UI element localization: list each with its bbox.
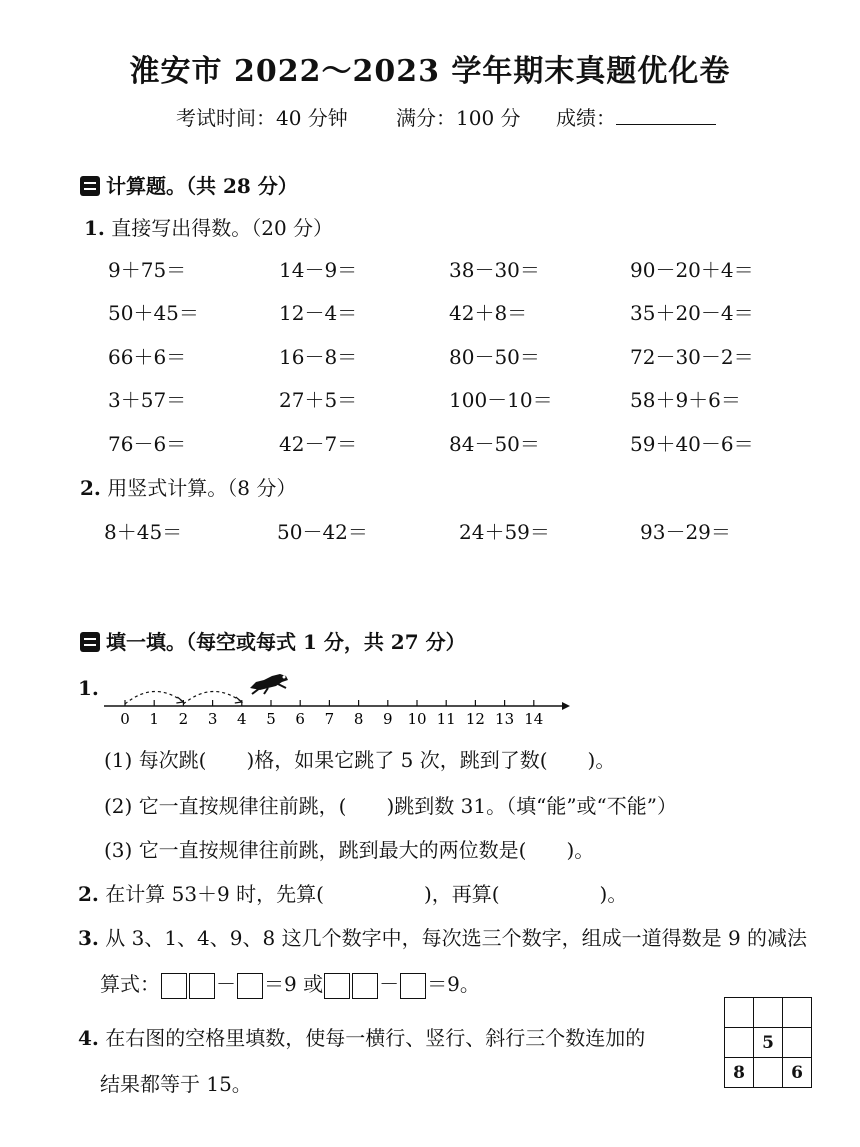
tick-label: 12 <box>465 710 485 726</box>
s2-q3-line1: 3. 从 3、1、4、9、8 这几个数字中，每次选三个数字，组成一道得数是 9 的减法 <box>78 926 808 950</box>
s2-q1-sub3[interactable]: (3) 它一直按规律往前跳，跳到最大的两位数是( )。 <box>104 838 595 862</box>
number-line <box>100 670 580 726</box>
oral-calc-item[interactable]: 100－10＝ <box>449 388 553 412</box>
oral-calc-item[interactable]: 3＋57＝ <box>108 388 187 412</box>
answer-box[interactable] <box>324 973 350 999</box>
oral-calc-item[interactable]: 84－50＝ <box>449 432 540 456</box>
magic-square <box>724 997 812 1088</box>
s2-q2[interactable]: 2. 在计算 53＋9 时，先算( )，再算( )。 <box>78 882 628 906</box>
tick-label: 13 <box>495 710 515 726</box>
magic-cell[interactable] <box>783 998 812 1028</box>
magic-cell: 6 <box>783 1058 812 1088</box>
oral-calc-item[interactable]: 59＋40－6＝ <box>630 432 754 456</box>
tick-label: 8 <box>353 710 364 726</box>
tick-label: 0 <box>120 710 130 726</box>
magic-cell[interactable] <box>725 998 754 1028</box>
oral-calc-item[interactable]: 58＋9＋6＝ <box>630 388 741 412</box>
oral-calc-item[interactable]: 16－8＝ <box>279 345 358 369</box>
magic-cell[interactable] <box>725 1028 754 1058</box>
section2-heading: 填一填。（每空或每式 1 分，共 27 分） <box>80 626 466 655</box>
tick-label: 11 <box>436 710 456 726</box>
section-two-icon <box>80 632 100 652</box>
s2-q1-num: 1. <box>78 676 99 700</box>
oral-calc-item[interactable]: 38－30＝ <box>449 258 540 282</box>
section-one-icon <box>80 176 100 196</box>
s2-q4-line2: 结果都等于 15。 <box>100 1072 252 1096</box>
tick-label: 6 <box>295 710 305 726</box>
s1-q1: 1. 直接写出得数。（20 分） <box>84 216 334 240</box>
exam-time: 考试时间：40 分钟 <box>176 106 348 130</box>
oral-calc-item[interactable]: 35＋20－4＝ <box>630 301 754 325</box>
magic-cell: 8 <box>725 1058 754 1088</box>
magic-cell[interactable] <box>754 998 783 1028</box>
tick-label: 7 <box>324 710 335 726</box>
oral-calc-item[interactable]: 12－4＝ <box>279 301 358 325</box>
tick-label: 5 <box>266 710 276 726</box>
oral-calc-item[interactable]: 14－9＝ <box>279 258 358 282</box>
section1-heading: 计算题。（共 28 分） <box>80 170 298 199</box>
tick-label: 9 <box>383 710 393 726</box>
oral-calc-item[interactable]: 66＋6＝ <box>108 345 187 369</box>
oral-calc-item[interactable]: 76－6＝ <box>108 432 187 456</box>
s2-q4-line1: 4. 在右图的空格里填数，使每一横行、竖行、斜行三个数连加的 <box>78 1026 646 1050</box>
oral-calc-item[interactable]: 42＋8＝ <box>449 301 528 325</box>
tick-label: 1 <box>149 710 159 726</box>
oral-calc-item[interactable]: 80－50＝ <box>449 345 540 369</box>
number-line-axis <box>104 691 570 726</box>
page-title: 淮安市 2022～2023 学年期末真题优化卷 <box>129 54 731 89</box>
axis-arrow <box>562 702 570 710</box>
vertical-calc-3[interactable]: 24＋59＝ <box>459 520 550 544</box>
vertical-calc-1[interactable]: 8＋45＝ <box>104 520 183 544</box>
oral-calc-item[interactable]: 90－20＋4＝ <box>630 258 754 282</box>
tick-label: 3 <box>207 710 218 726</box>
magic-cell[interactable] <box>754 1058 783 1088</box>
frog-icon <box>246 670 292 696</box>
s2-q1-sub2[interactable]: (2) 它一直按规律往前跳，( )跳到数 31。（填“能”或“不能”） <box>104 794 677 818</box>
tick-label: 10 <box>407 710 427 726</box>
oral-calc-item[interactable]: 42－7＝ <box>279 432 358 456</box>
tick-label: 14 <box>524 710 544 726</box>
vertical-calc-4[interactable]: 93－29＝ <box>640 520 731 544</box>
oral-calc-item[interactable]: 27＋5＝ <box>279 388 358 412</box>
oral-calc-item[interactable]: 72－30－2＝ <box>630 345 754 369</box>
grade-label: 成绩： <box>556 106 616 130</box>
oral-calc-item[interactable]: 50＋45＝ <box>108 301 199 325</box>
grade-blank[interactable] <box>616 104 716 125</box>
s1-q2: 2. 用竖式计算。（8 分） <box>80 476 297 500</box>
s2-q3-answer-line: 算式： － ＝9 或 － ＝9。 <box>100 968 480 999</box>
tick-label: 2 <box>178 710 189 726</box>
answer-box[interactable] <box>161 973 187 999</box>
tick-label: 4 <box>237 710 247 726</box>
magic-cell: 5 <box>754 1028 783 1058</box>
magic-cell[interactable] <box>783 1028 812 1058</box>
answer-box[interactable] <box>237 973 263 999</box>
answer-box[interactable] <box>400 973 426 999</box>
grade-field[interactable] <box>556 102 716 131</box>
answer-box[interactable] <box>352 973 378 999</box>
full-score: 满分：100 分 <box>396 106 521 130</box>
s2-q1-sub1[interactable]: (1) 每次跳( )格，如果它跳了 5 次，跳到了数( )。 <box>104 748 616 772</box>
answer-box[interactable] <box>189 973 215 999</box>
vertical-calc-2[interactable]: 50－42＝ <box>277 520 368 544</box>
oral-calc-item[interactable]: 9＋75＝ <box>108 258 187 282</box>
